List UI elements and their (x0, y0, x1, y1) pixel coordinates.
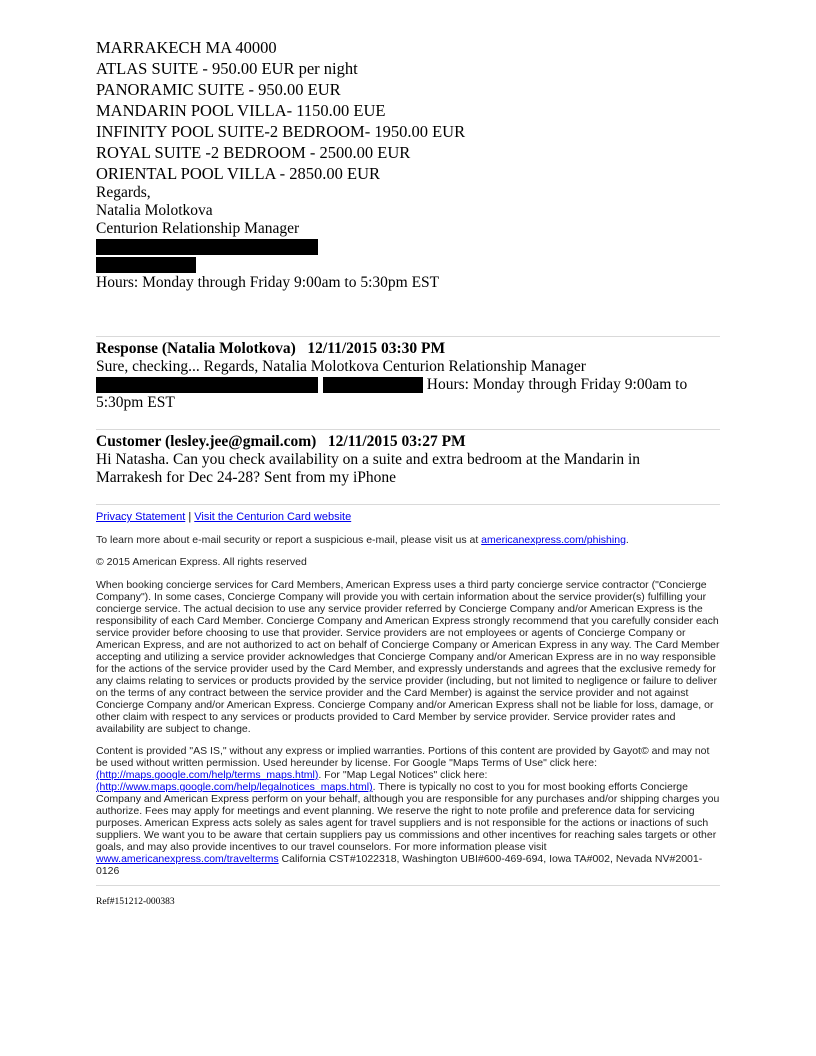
response-message (96, 340, 720, 412)
rate-line: INFINITY POOL SUITE-2 BEDROOM- 1950.00 EUR (96, 122, 466, 141)
content-text-4: California CST#1022318, Washington UBI#600-469-694, Iowa TA#002, Nevada NV#2001-0126 (96, 853, 703, 877)
rate-line: ROYAL SUITE -2 BEDROOM - 2500.00 EUR (96, 143, 411, 162)
period: . (625, 534, 629, 546)
response-body-end: 5:30pm EST (96, 394, 175, 411)
rate-line: ATLAS SUITE - 950.00 EUR per night (96, 59, 358, 78)
redaction-bar (96, 377, 318, 393)
divider (96, 336, 720, 337)
rate-line: MARRAKECH MA 40000 (96, 38, 277, 57)
reference-number: Ref#151212-000383 (96, 897, 175, 907)
signature-block (96, 184, 720, 292)
signature-hours: Hours: Monday through Friday 9:00am to 5:30pm EST (96, 274, 440, 291)
link-separator: | (188, 511, 192, 523)
content-text-3: . There is typically no cost to you for most booking efforts Concierge Company and American Express perform on your behalf, although you are responsible for any purchases and/or shipping charges you authorize. Fees may apply for meetings and event planning. We reserve the right to note profile and preference data for servicing purposes. American Express acts solely as sales agent for travel suppliers and is not responsible for the actions or inactions of such suppliers. We want you to be aware that certain suppliers pay us commissions and other incentives for reaching sales targets or other goals, and may also provide incentives to our travel counselors. For more information please visit (96, 781, 720, 853)
legal-notices-link[interactable]: (http://www.maps.google.com/help/legalnotices_maps.html) (96, 781, 373, 793)
phishing-link[interactable]: americanexpress.com/phishing (481, 534, 626, 546)
redaction-bar (96, 257, 196, 273)
copyright: © 2015 American Express. All rights reserved (96, 556, 307, 568)
rate-line: MANDARIN POOL VILLA- 1150.00 EUE (96, 101, 386, 120)
redaction-bar (96, 239, 318, 255)
customer-header: Customer (lesley.jee@gmail.com) 12/11/2015 03:27 PM (96, 433, 466, 450)
divider (96, 504, 720, 505)
response-body-start: Sure, checking... Regards, Natalia Molotkova Centurion Relationship Manager (96, 358, 586, 375)
footer-links (96, 511, 720, 523)
email-page (96, 36, 720, 908)
signature-name: Natalia Molotkova (96, 202, 213, 219)
content-text-1: Content is provided "AS IS," without any express or implied warranties. Portions of this content are provided by Gayot© and may not be used without written permission. Used hereunder by license. For Google "Maps Terms of Use" click here: (96, 745, 710, 769)
content-notice (96, 745, 720, 877)
redaction-bar (323, 377, 423, 393)
travelterms-link[interactable]: www.americanexpress.com/travelterms (96, 853, 279, 865)
divider (96, 429, 720, 430)
rate-line: ORIENTAL POOL VILLA - 2850.00 EUR (96, 164, 381, 183)
footer (96, 511, 720, 908)
security-text: To learn more about e-mail security or report a suspicious e-mail, please visit us at (96, 534, 479, 546)
response-header: Response (Natalia Molotkova) 12/11/2015 03:30 PM (96, 340, 446, 357)
signature-title: Centurion Relationship Manager (96, 220, 300, 237)
response-body-hours: Hours: Monday through Friday 9:00am to (426, 376, 688, 393)
maps-terms-link[interactable]: (http://maps.google.com/help/terms_maps.html) (96, 769, 319, 781)
rate-line: PANORAMIC SUITE - 950.00 EUR (96, 80, 341, 99)
divider (96, 885, 720, 886)
customer-message (96, 433, 720, 487)
centurion-website-link[interactable]: Visit the Centurion Card website (194, 511, 352, 523)
security-notice (96, 534, 720, 546)
privacy-statement-link[interactable]: Privacy Statement (96, 511, 186, 523)
content-text-2: . For "Map Legal Notices" click here: (318, 769, 488, 781)
customer-body: Hi Natasha. Can you check availability on a suite and extra bedroom at the Mandarin in Marrakesh for Dec 24-28? Sent from my iPhone (96, 451, 641, 486)
rate-list (96, 37, 720, 184)
signature-regards: Regards, (96, 184, 151, 201)
disclaimer: When booking concierge services for Card Members, American Express uses a third party concierge service contractor ("Concierge Company"). In some cases, Concierge Company will provide you with certain information about the service provider(s) fulfilling your concierge service. The actual decision to use any service provider referred by Concierge Company and/or American Express is the responsibility of each Card Member. Concierge Company and American Express strongly recommend that you carefully consider each service provider before choosing to use that provider. Service providers are not employees or agents of Concierge Company or American Express, and are not authorized to act on behalf of Concierge Company or American Express in any way. The Card Member accepting and utilizing a service provider acknowledges that Concierge Company and/or American Express are in no way responsible for the actions of the service provider used by the Card Member, and expressly understands and agrees that the exclusive remedy for any claims relating to services or products provided by the service provider (including, but not limited to negligence or failure to deliver on the terms of any contract between the service provider and the Card Member) is against the service provider and not against Concierge Company and/or American Express. Concierge Company and/or American Express shall not be liable for loss, damage, or other claim with respect to any services or products provided to Card Member by service provider. Service provider rates and availability are subject to change. (96, 579, 720, 735)
